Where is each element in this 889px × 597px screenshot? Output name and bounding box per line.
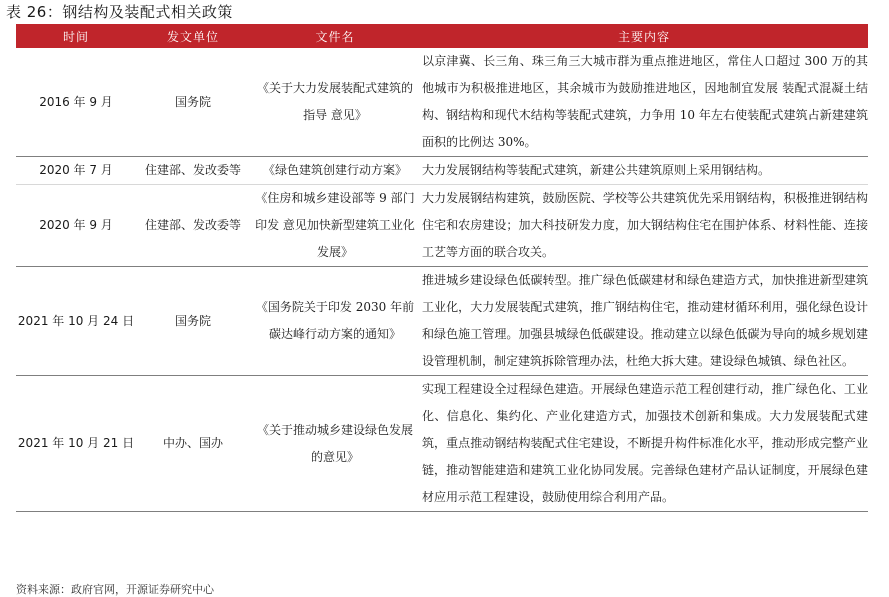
cell-unit: 中办、国办 — [136, 376, 250, 512]
cell-content: 大力发展钢结构建筑，鼓励医院、学校等公共建筑优先采用钢结构，积极推进钢结构住宅和农房建设；加大科技研发力度，加大钢结构住宅在围护体系、材料性能、连接工艺等方面的联合攻关。 — [420, 185, 868, 267]
table-row — [16, 185, 868, 267]
cell-time: 2020 年 7 月 — [16, 157, 136, 185]
cell-content: 大力发展钢结构等装配式建筑，新建公共建筑原则上采用钢结构。 — [420, 157, 868, 185]
cell-name: 《住房和城乡建设部等 9 部门印发 意见加快新型建筑工业化发展》 — [250, 185, 420, 267]
policy-table — [16, 24, 868, 512]
cell-time: 2021 年 10 月 21 日 — [16, 376, 136, 512]
cell-name: 《关于推动城乡建设绿色发展的意见》 — [250, 376, 420, 512]
cell-unit: 住建部、发改委等 — [136, 157, 250, 185]
cell-time: 2021 年 10 月 24 日 — [16, 267, 136, 376]
cell-name: 《绿色建筑创建行动方案》 — [250, 157, 420, 185]
policy-table-container — [16, 24, 868, 512]
table-row — [16, 267, 868, 376]
cell-time: 2016 年 9 月 — [16, 48, 136, 157]
cell-time: 2020 年 9 月 — [16, 185, 136, 267]
cell-name: 《关于大力发展装配式建筑的指导 意见》 — [250, 48, 420, 157]
cell-name: 《国务院关于印发 2030 年前碳达峰行动方案的通知》 — [250, 267, 420, 376]
table-row — [16, 157, 868, 185]
header-unit: 发文单位 — [136, 24, 250, 48]
cell-content: 实现工程建设全过程绿色建造。开展绿色建造示范工程创建行动，推广绿色化、工业化、信息化、集约化、产业化建造方式，加强技术创新和集成。大力发展装配式建筑，重点推动钢结构装配式住宅建设，不断提升构件标准化水平，推动形成完整产业链，推动智能建造和建筑工业化协同发展。完善绿色建材产品认证制度，开展绿色建材应用示范工程建设，鼓励使用综合利用产品。 — [420, 376, 868, 512]
header-time: 时间 — [16, 24, 136, 48]
header-content: 主要内容 — [420, 24, 868, 48]
cell-content: 推进城乡建设绿色低碳转型。推广绿色低碳建材和绿色建造方式，加快推进新型建筑工业化，大力发展装配式建筑，推广钢结构住宅，推动建材循环利用，强化绿色设计和绿色施工管理。加强县城绿色低碳建设。推动建立以绿色低碳为导向的城乡规划建设管理机制，制定建筑拆除管理办法，杜绝大拆大建。建设绿色城镇、绿色社区。 — [420, 267, 868, 376]
table-header-row — [16, 24, 868, 48]
table-row — [16, 48, 868, 157]
table-row — [16, 376, 868, 512]
table-title: 表 26：钢结构及装配式相关政策 — [6, 3, 233, 21]
source-note: 资料来源：政府官网，开源证券研究中心 — [16, 583, 214, 596]
cell-unit: 国务院 — [136, 267, 250, 376]
cell-unit: 国务院 — [136, 48, 250, 157]
cell-content: 以京津冀、长三角、珠三角三大城市群为重点推进地区，常住人口超过 300 万的其他城市为积极推进地区，其余城市为鼓励推进地区，因地制宜发展 装配式混凝土结构、钢结构和现代木结构等装配式建筑，力争用 10 年左右使装配式建筑占新建建筑面积的比例达 30%。 — [420, 48, 868, 157]
header-name: 文件名 — [250, 24, 420, 48]
cell-unit: 住建部、发改委等 — [136, 185, 250, 267]
